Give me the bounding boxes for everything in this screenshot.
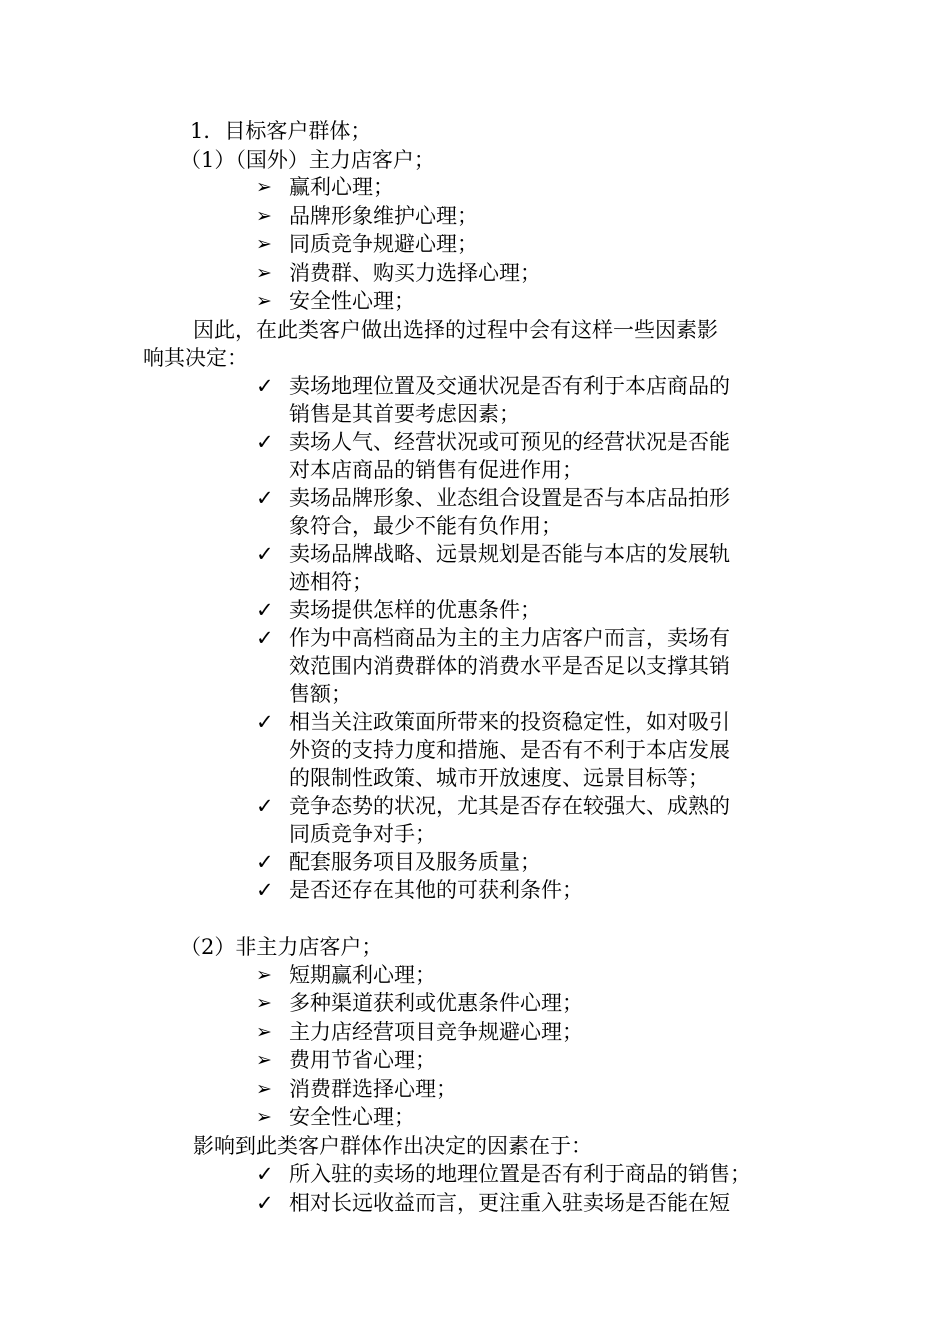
- arrow-bullet-icon: ➢: [256, 1021, 272, 1043]
- list-item-continuation: 象符合，最少不能有负作用；: [289, 514, 562, 538]
- arrow-bullet-icon: ➢: [256, 176, 272, 198]
- list-item: 卖场提供怎样的优惠条件；: [289, 598, 541, 622]
- check-bullet-icon: ✓: [256, 598, 274, 622]
- list-item: 安全性心理；: [289, 289, 415, 313]
- check-bullet-icon: ✓: [256, 1191, 274, 1215]
- arrow-bullet-icon: ➢: [256, 233, 272, 255]
- check-bullet-icon: ✓: [256, 794, 274, 818]
- arrow-bullet-icon: ➢: [256, 1078, 272, 1100]
- arrow-bullet-icon: ➢: [256, 992, 272, 1014]
- list-item-continuation: 迹相符；: [289, 570, 373, 594]
- list-item: 多种渠道获利或优惠条件心理；: [289, 991, 583, 1015]
- list-item: 卖场品牌形象、业态组合设置是否与本店品拍形: [289, 486, 730, 510]
- list-item-continuation: 售额；: [289, 682, 352, 706]
- list-item: 品牌形象维护心理；: [289, 204, 478, 228]
- list-item-continuation: 的限制性政策、城市开放速度、远景目标等；: [289, 766, 709, 790]
- list-item: 同质竞争规避心理；: [289, 232, 478, 256]
- intro-paragraph-line: 因此，在此类客户做出选择的过程中会有这样一些因素影: [193, 318, 718, 342]
- check-bullet-icon: ✓: [256, 1162, 274, 1186]
- list-item-continuation: 销售是其首要考虑因素；: [289, 402, 520, 426]
- list-item: 主力店经营项目竞争规避心理；: [289, 1020, 583, 1044]
- list-item-continuation: 对本店商品的销售有促进作用；: [289, 458, 583, 482]
- list-item: 消费群、购买力选择心理；: [289, 261, 541, 285]
- list-item-continuation: 同质竞争对手；: [289, 822, 436, 846]
- list-item: 费用节省心理；: [289, 1048, 436, 1072]
- list-item: 卖场品牌战略、远景规划是否能与本店的发展轨: [289, 542, 730, 566]
- check-bullet-icon: ✓: [256, 710, 274, 734]
- check-bullet-icon: ✓: [256, 626, 274, 650]
- list-item: 相对长远收益而言，更注重入驻卖场是否能在短: [289, 1191, 730, 1215]
- check-bullet-icon: ✓: [256, 878, 274, 902]
- arrow-bullet-icon: ➢: [256, 1106, 272, 1128]
- list-item: 配套服务项目及服务质量；: [289, 850, 541, 874]
- intro-paragraph-line: 影响到此类客户群体作出决定的因素在于：: [193, 1134, 592, 1158]
- list-item: 消费群选择心理；: [289, 1077, 457, 1101]
- section-heading: 1．目标客户群体；: [190, 119, 372, 143]
- check-bullet-icon: ✓: [256, 486, 274, 510]
- list-item: 卖场人气、经营状况或可预见的经营状况是否能: [289, 430, 730, 454]
- arrow-bullet-icon: ➢: [256, 964, 272, 986]
- check-bullet-icon: ✓: [256, 542, 274, 566]
- list-item: 相当关注政策面所带来的投资稳定性，如对吸引: [289, 710, 730, 734]
- list-item-continuation: 外资的支持力度和措施、是否有不利于本店发展: [289, 738, 730, 762]
- list-item: 竞争态势的状况，尤其是否存在较强大、成熟的: [289, 794, 730, 818]
- arrow-bullet-icon: ➢: [256, 205, 272, 227]
- subsection-heading-2: （2）非主力店客户；: [180, 935, 383, 959]
- list-item: 是否还存在其他的可获利条件；: [289, 878, 583, 902]
- list-item: 作为中高档商品为主的主力店客户而言，卖场有: [289, 626, 730, 650]
- list-item: 卖场地理位置及交通状况是否有利于本店商品的: [289, 374, 730, 398]
- arrow-bullet-icon: ➢: [256, 1049, 272, 1071]
- arrow-bullet-icon: ➢: [256, 262, 272, 284]
- list-item-continuation: 效范围内消费群体的消费水平是否足以支撑其销: [289, 654, 730, 678]
- subsection-heading-1: （1）（国外）主力店客户；: [180, 148, 435, 172]
- list-item: 安全性心理；: [289, 1105, 415, 1129]
- check-bullet-icon: ✓: [256, 374, 274, 398]
- list-item: 赢利心理；: [289, 175, 394, 199]
- check-bullet-icon: ✓: [256, 850, 274, 874]
- list-item: 短期赢利心理；: [289, 963, 436, 987]
- check-bullet-icon: ✓: [256, 430, 274, 454]
- arrow-bullet-icon: ➢: [256, 290, 272, 312]
- intro-paragraph-line: 响其决定：: [143, 346, 248, 370]
- list-item: 所入驻的卖场的地理位置是否有利于商品的销售；: [289, 1162, 751, 1186]
